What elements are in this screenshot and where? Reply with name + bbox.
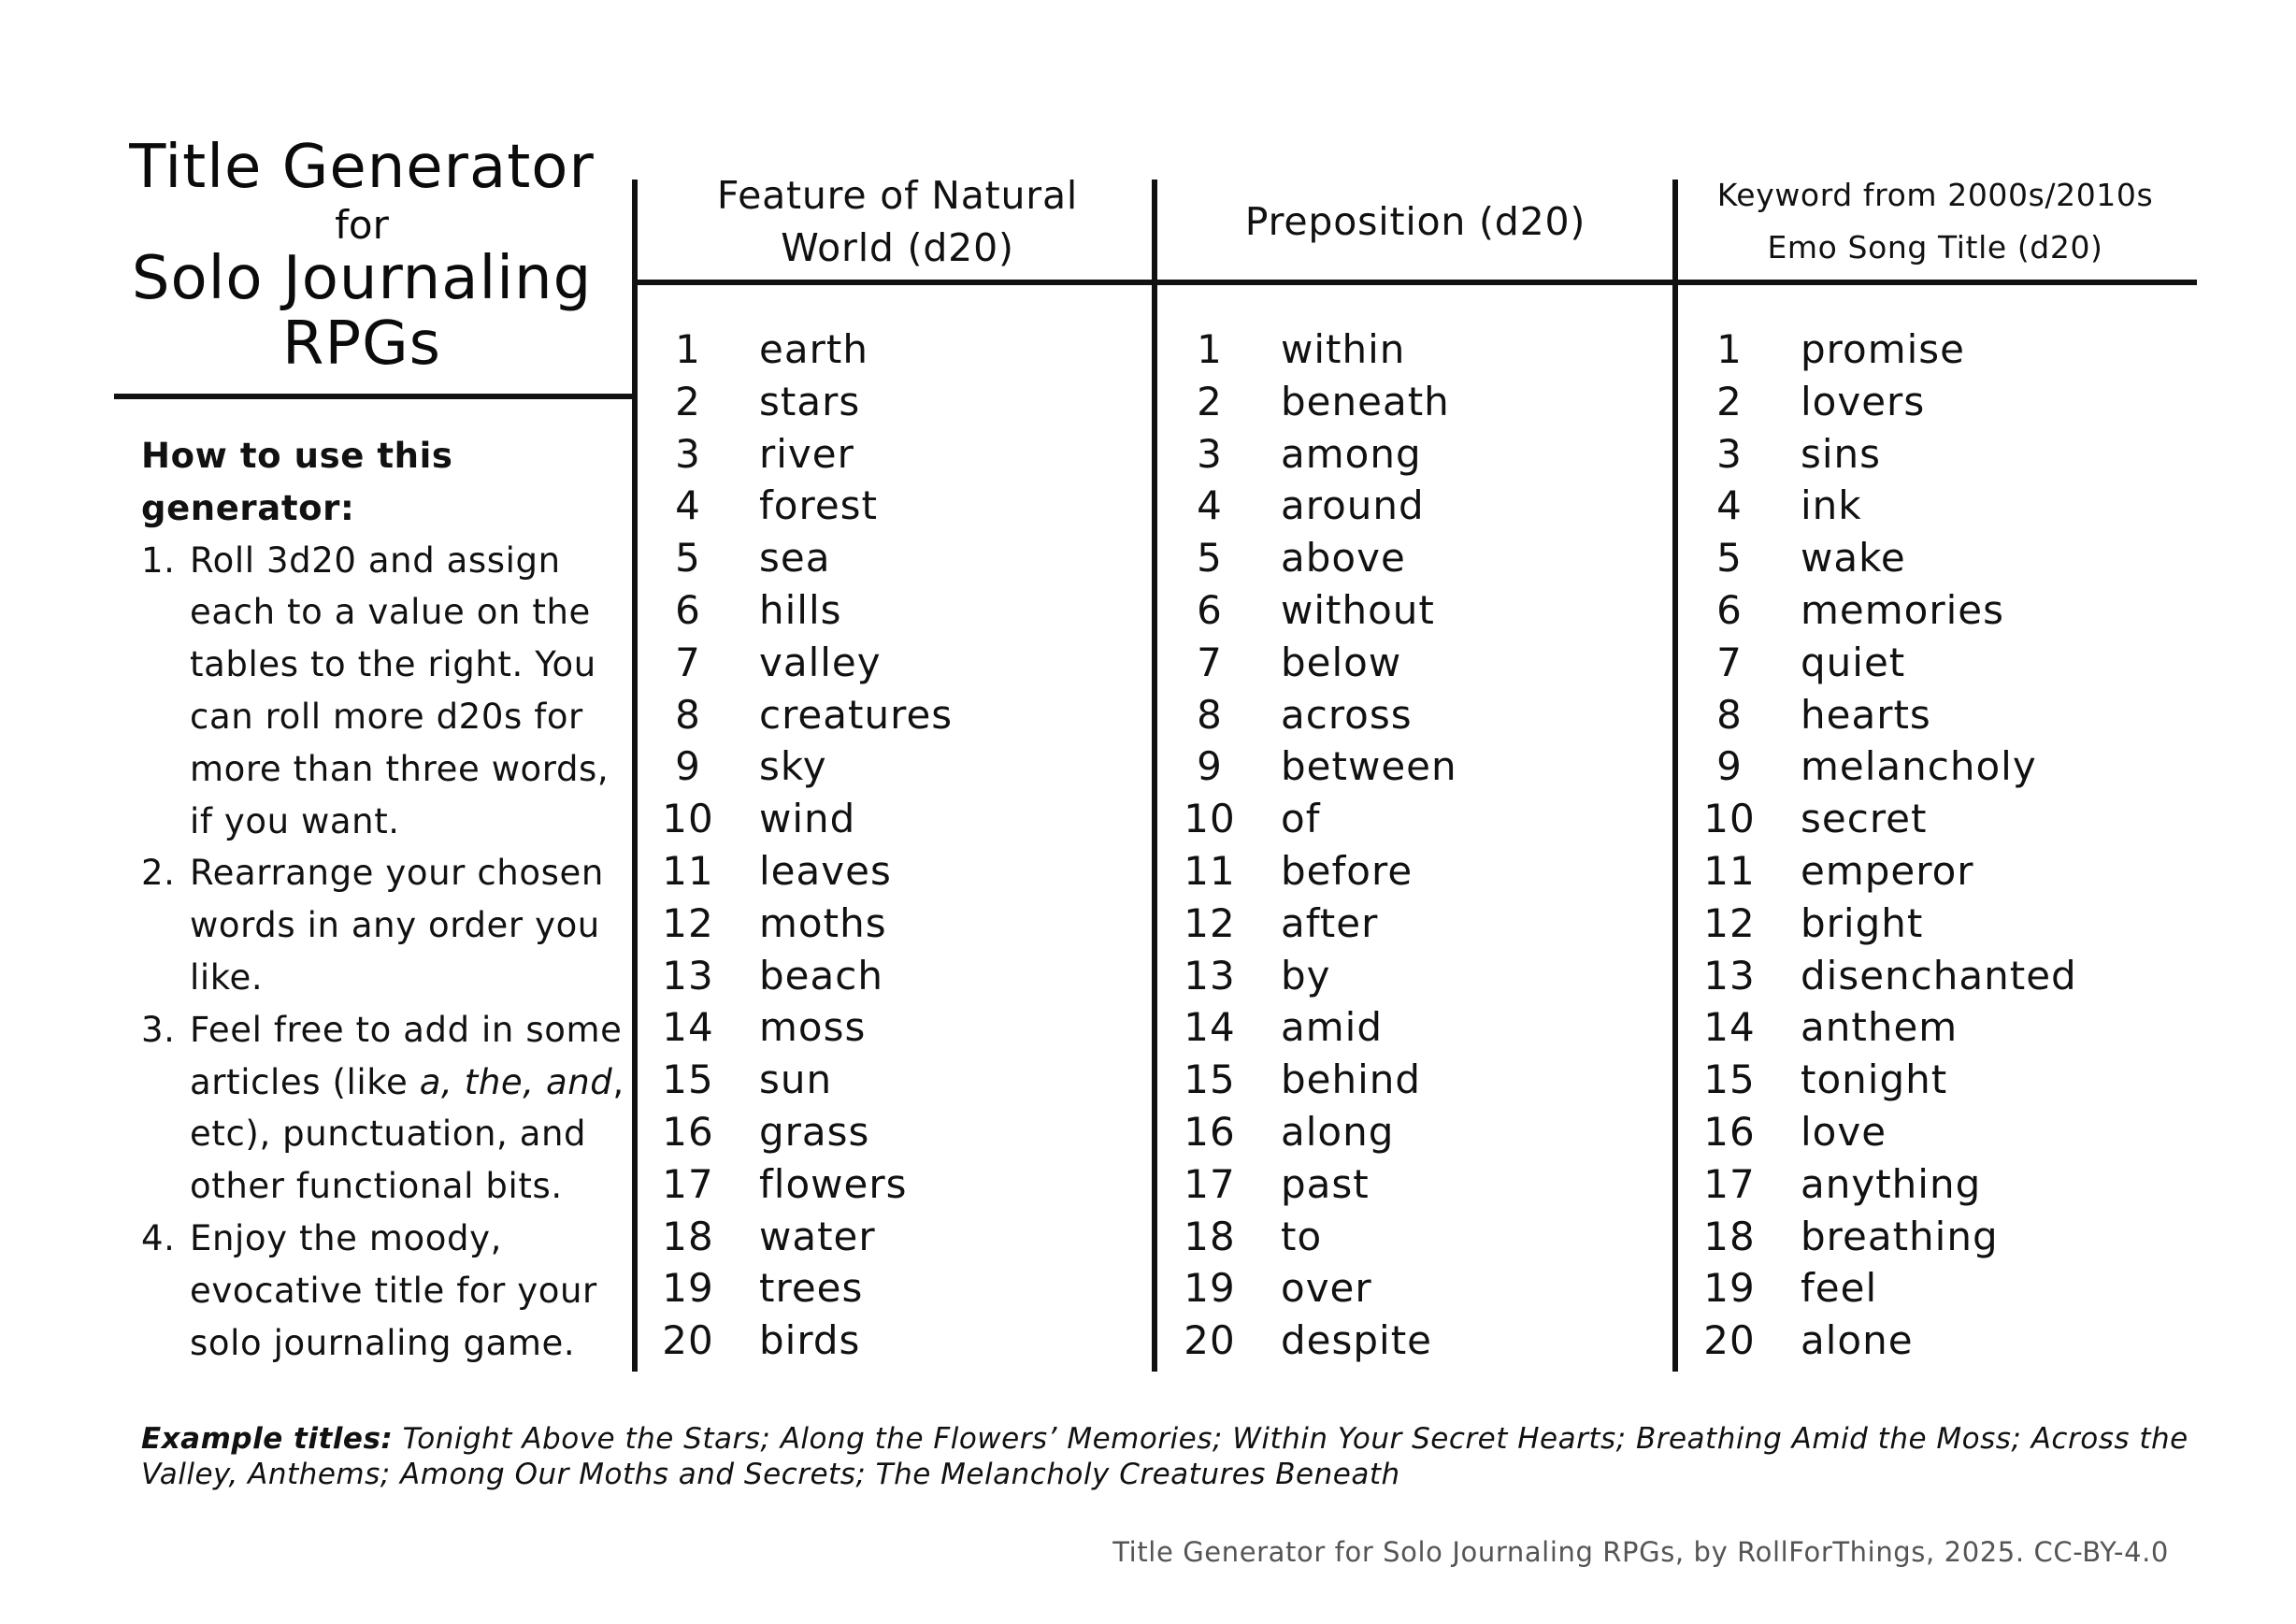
- example-titles: [141, 1421, 2198, 1492]
- roll-number: 9: [675, 743, 701, 790]
- roll-number: 13: [1184, 952, 1236, 999]
- roll-word: after: [1281, 899, 1379, 946]
- table-row: [1701, 845, 1974, 898]
- roll-word: beneath: [1281, 378, 1450, 424]
- roll-number: 16: [1703, 1108, 1756, 1155]
- roll-number: 17: [662, 1160, 714, 1207]
- roll-word: behind: [1281, 1056, 1422, 1103]
- roll-number: 11: [1703, 847, 1756, 894]
- table-row: [660, 584, 842, 637]
- table-row: [1182, 950, 1331, 1002]
- instruction-step-1: 1. Roll 3d20 and assign each to a value on the tables to the right. You can roll more d20s for more than three words, if you want.: [141, 535, 627, 848]
- roll-number: 10: [1184, 796, 1236, 842]
- roll-number: 14: [1184, 1004, 1236, 1051]
- roll-word: hearts: [1801, 691, 1931, 738]
- roll-number: 3: [675, 430, 701, 477]
- table-row: [1182, 1211, 1323, 1263]
- table-row: [1701, 1106, 1887, 1158]
- roll-word: past: [1281, 1160, 1370, 1207]
- roll-number: 2: [1197, 378, 1223, 424]
- table-row: [660, 1262, 864, 1315]
- table-row: [1701, 793, 1928, 845]
- roll-word: without: [1281, 586, 1435, 633]
- roll-word: above: [1281, 535, 1406, 582]
- roll-word: promise: [1801, 326, 1966, 372]
- table-row: [1701, 480, 1862, 532]
- table-row: [1182, 898, 1379, 950]
- example-titles-label: Example titles:: [141, 1422, 394, 1456]
- roll-number: 5: [675, 535, 701, 582]
- instruction-step-4: 4. Enjoy the moody, evocative title for your solo journaling game.: [141, 1213, 627, 1369]
- table-row: [660, 1315, 861, 1367]
- roll-number: 13: [662, 952, 714, 999]
- table-row: [1701, 637, 1906, 689]
- column-divider-3: [1672, 180, 1678, 1372]
- roll-word: despite: [1281, 1317, 1433, 1364]
- roll-word: feel: [1801, 1265, 1878, 1312]
- roll-word: creatures: [759, 691, 954, 738]
- table-row: [660, 1211, 876, 1263]
- roll-word: amid: [1281, 1004, 1383, 1051]
- roll-word: below: [1281, 639, 1402, 685]
- roll-number: 2: [1716, 378, 1743, 424]
- roll-number: 12: [1703, 899, 1756, 946]
- roll-number: 20: [1703, 1317, 1756, 1364]
- roll-number: 6: [1197, 586, 1223, 633]
- page-title: [114, 131, 610, 378]
- title-line-2: for: [335, 202, 389, 248]
- column-divider-2: [1152, 180, 1157, 1372]
- emo-keyword-list: [1701, 323, 2077, 1367]
- roll-word: flowers: [759, 1160, 908, 1207]
- table-row: [1182, 793, 1321, 845]
- roll-number: 15: [1703, 1056, 1756, 1103]
- roll-word: wake: [1801, 535, 1906, 582]
- table-row: [660, 637, 882, 689]
- roll-word: trees: [759, 1265, 864, 1312]
- preposition-list: [1182, 323, 1457, 1367]
- roll-word: across: [1281, 691, 1413, 738]
- roll-word: between: [1281, 743, 1457, 790]
- instructions-list: [141, 535, 627, 1370]
- table-row: [1182, 584, 1435, 637]
- table-row: [1701, 323, 1966, 376]
- table-row: [1182, 637, 1402, 689]
- roll-number: 2: [675, 378, 701, 424]
- roll-number: 19: [1703, 1265, 1756, 1312]
- table-row: [1701, 376, 1926, 428]
- table-row: [1182, 740, 1457, 793]
- roll-word: over: [1281, 1265, 1372, 1312]
- natural-world-list: [660, 323, 954, 1367]
- table-row: [660, 845, 892, 898]
- roll-word: wind: [759, 796, 856, 842]
- table-row: [660, 532, 831, 584]
- roll-word: to: [1281, 1213, 1323, 1259]
- table-row: [660, 950, 883, 1002]
- table-row: [1701, 1211, 1999, 1263]
- table-row: [1182, 1001, 1383, 1054]
- table-row: [660, 376, 861, 428]
- roll-number: 7: [1716, 639, 1743, 685]
- credit-line: Title Generator for Solo Journaling RPGs, by RollForThings, 2025. CC-BY-4.0: [1112, 1536, 2169, 1568]
- table-row: [1182, 1158, 1370, 1211]
- roll-number: 12: [1184, 899, 1236, 946]
- roll-word: along: [1281, 1108, 1395, 1155]
- title-line-3: Solo Journaling: [131, 244, 593, 313]
- column-header-emo-keyword: Keyword from 2000s/2010s Emo Song Title (d20): [1716, 177, 2154, 266]
- roll-number: 4: [675, 482, 701, 529]
- table-row: [1182, 376, 1450, 428]
- roll-word: alone: [1801, 1317, 1914, 1364]
- roll-number: 1: [1197, 326, 1223, 372]
- roll-word: quiet: [1801, 639, 1906, 685]
- table-row: [660, 480, 879, 532]
- table-row: [660, 428, 854, 481]
- table-row: [1182, 689, 1413, 741]
- table-row: [1182, 1262, 1372, 1315]
- roll-number: 13: [1703, 952, 1756, 999]
- table-row: [1182, 532, 1406, 584]
- table-row: [1701, 1001, 1959, 1054]
- roll-word: within: [1281, 326, 1406, 372]
- roll-number: 17: [1703, 1160, 1756, 1207]
- roll-word: tonight: [1801, 1056, 1948, 1103]
- table-row: [660, 1054, 833, 1106]
- instructions: [141, 430, 627, 1369]
- table-row: [660, 793, 856, 845]
- table-row: [1701, 950, 2077, 1002]
- roll-number: 7: [1197, 639, 1223, 685]
- table-header-divider: [636, 280, 2197, 285]
- table-row: [1701, 428, 1882, 481]
- roll-number: 4: [1197, 482, 1223, 529]
- table-row: [1701, 1158, 1982, 1211]
- roll-number: 19: [662, 1265, 714, 1312]
- step-number: 1.: [141, 539, 176, 581]
- roll-word: sun: [759, 1056, 833, 1103]
- title-line-1: Title Generator: [129, 133, 595, 202]
- table-row: [1701, 1262, 1878, 1315]
- table-row: [1182, 1106, 1395, 1158]
- title-divider: [114, 394, 636, 399]
- instructions-heading: How to use this generator:: [141, 436, 453, 528]
- roll-word: lovers: [1801, 378, 1926, 424]
- table-row: [1701, 740, 2037, 793]
- step-number: 3.: [141, 1009, 176, 1050]
- table-row: [660, 1158, 908, 1211]
- roll-word: of: [1281, 796, 1321, 842]
- roll-number: 18: [662, 1213, 714, 1259]
- roll-word: emperor: [1801, 847, 1974, 894]
- column-divider-1: [632, 180, 638, 1372]
- roll-number: 15: [1184, 1056, 1236, 1103]
- roll-word: beach: [759, 952, 883, 999]
- roll-number: 14: [662, 1004, 714, 1051]
- roll-word: anything: [1801, 1160, 1982, 1207]
- roll-word: grass: [759, 1108, 870, 1155]
- roll-number: 16: [662, 1108, 714, 1155]
- roll-word: water: [759, 1213, 876, 1259]
- example-titles-text: Tonight Above the Stars; Along the Flowers’ Memories; Within Your Secret Hearts; Breathing Amid the Moss; Across the Valley, Anthems; Among Our Moths and Secrets; The Melancholy Creatures Beneath: [141, 1422, 2188, 1491]
- roll-word: bright: [1801, 899, 1924, 946]
- roll-word: before: [1281, 847, 1413, 894]
- roll-word: forest: [759, 482, 879, 529]
- roll-word: anthem: [1801, 1004, 1959, 1051]
- roll-number: 9: [1197, 743, 1223, 790]
- roll-number: 3: [1716, 430, 1743, 477]
- table-row: [660, 1001, 867, 1054]
- roll-word: hills: [759, 586, 842, 633]
- roll-number: 5: [1716, 535, 1743, 582]
- roll-word: sea: [759, 535, 831, 582]
- roll-word: leaves: [759, 847, 892, 894]
- roll-number: 20: [1184, 1317, 1236, 1364]
- roll-number: 8: [675, 691, 701, 738]
- roll-word: among: [1281, 430, 1422, 477]
- roll-number: 6: [675, 586, 701, 633]
- table-row: [1701, 689, 1931, 741]
- roll-number: 4: [1716, 482, 1743, 529]
- roll-word: breathing: [1801, 1213, 1999, 1259]
- roll-word: melancholy: [1801, 743, 2037, 790]
- table-row: [1182, 323, 1406, 376]
- roll-number: 8: [1716, 691, 1743, 738]
- roll-number: 8: [1197, 691, 1223, 738]
- table-row: [1182, 480, 1425, 532]
- roll-number: 9: [1716, 743, 1743, 790]
- step-number: 2.: [141, 853, 176, 894]
- roll-word: river: [759, 430, 854, 477]
- roll-word: by: [1281, 952, 1331, 999]
- table-row: [1701, 584, 2005, 637]
- table-row: [660, 898, 887, 950]
- roll-word: stars: [759, 378, 861, 424]
- table-row: [660, 1106, 870, 1158]
- column-header-preposition: Preposition (d20): [1244, 199, 1586, 244]
- title-line-4: RPGs: [282, 309, 441, 379]
- roll-word: valley: [759, 639, 882, 685]
- roll-number: 5: [1197, 535, 1223, 582]
- roll-word: birds: [759, 1317, 861, 1364]
- instruction-step-2: 2. Rearrange your chosen words in any order you like.: [141, 847, 627, 1003]
- roll-word: ink: [1801, 482, 1862, 529]
- table-row: [1701, 898, 1924, 950]
- roll-number: 10: [662, 796, 714, 842]
- table-row: [660, 323, 868, 376]
- roll-number: 12: [662, 899, 714, 946]
- roll-number: 20: [662, 1317, 714, 1364]
- column-header-natural-world: Feature of Natural World (d20): [716, 173, 1079, 270]
- roll-word: memories: [1801, 586, 2005, 633]
- roll-number: 14: [1703, 1004, 1756, 1051]
- roll-number: 16: [1184, 1108, 1236, 1155]
- roll-word: moss: [759, 1004, 867, 1051]
- roll-word: around: [1281, 482, 1425, 529]
- roll-number: 6: [1716, 586, 1743, 633]
- roll-number: 7: [675, 639, 701, 685]
- table-row: [660, 689, 954, 741]
- roll-word: sins: [1801, 430, 1882, 477]
- roll-number: 18: [1703, 1213, 1756, 1259]
- instruction-step-3: 3. Feel free to add in some articles (like a, the, and, etc), punctuation, and other functional bits.: [141, 1004, 627, 1213]
- roll-number: 17: [1184, 1160, 1236, 1207]
- roll-number: 1: [1716, 326, 1743, 372]
- roll-word: love: [1801, 1108, 1887, 1155]
- roll-word: disenchanted: [1801, 952, 2077, 999]
- step-number: 4.: [141, 1217, 176, 1258]
- roll-number: 15: [662, 1056, 714, 1103]
- roll-number: 1: [675, 326, 701, 372]
- table-row: [660, 740, 827, 793]
- roll-number: 19: [1184, 1265, 1236, 1312]
- roll-number: 10: [1703, 796, 1756, 842]
- table-row: [1701, 1315, 1914, 1367]
- roll-number: 11: [1184, 847, 1236, 894]
- table-row: [1701, 532, 1906, 584]
- roll-number: 3: [1197, 430, 1223, 477]
- table-row: [1182, 1315, 1433, 1367]
- roll-word: secret: [1801, 796, 1928, 842]
- roll-word: moths: [759, 899, 887, 946]
- table-row: [1182, 1054, 1422, 1106]
- table-row: [1182, 845, 1413, 898]
- table-row: [1182, 428, 1422, 481]
- table-row: [1701, 1054, 1948, 1106]
- roll-word: sky: [759, 743, 827, 790]
- roll-number: 18: [1184, 1213, 1236, 1259]
- roll-word: earth: [759, 326, 868, 372]
- roll-number: 11: [662, 847, 714, 894]
